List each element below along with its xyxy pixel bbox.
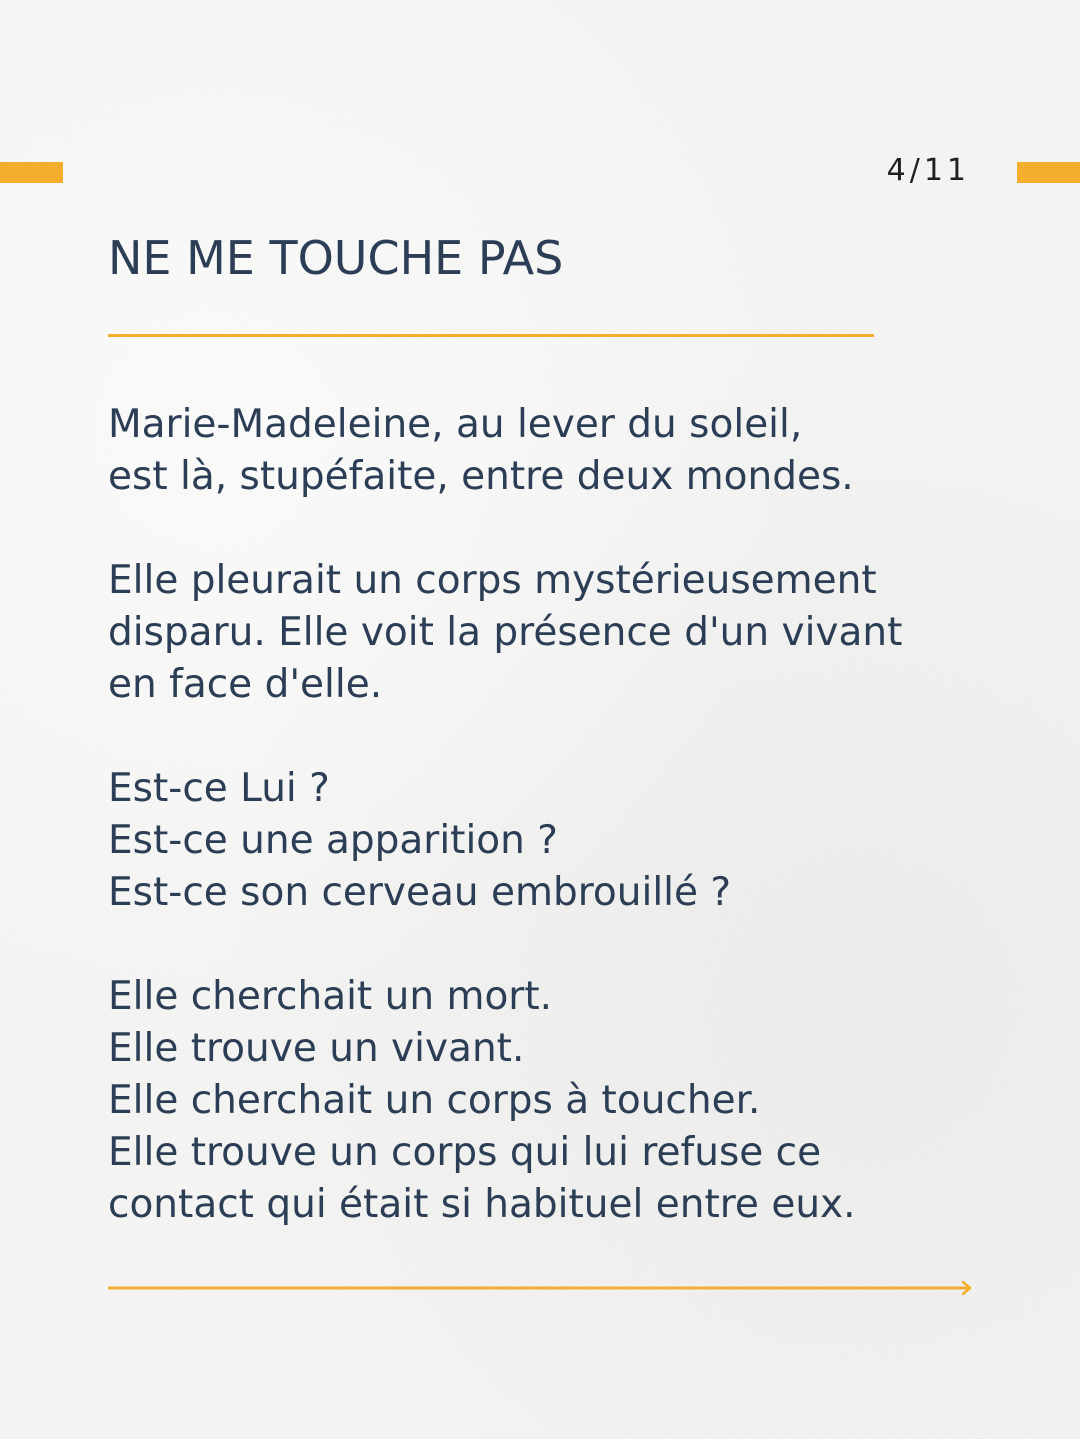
- poem-body: [108, 399, 988, 1231]
- poem-line: Elle trouve un corps qui lui refuse ce: [108, 1130, 822, 1175]
- poem-line: en face d'elle.: [108, 662, 383, 707]
- title-divider: [108, 334, 874, 337]
- poem-line: contact qui était si habituel entre eux.: [108, 1182, 856, 1227]
- poem-line: Elle trouve un vivant.: [108, 1026, 525, 1071]
- poem-line: Elle cherchait un corps à toucher.: [108, 1078, 761, 1123]
- stanza: [108, 763, 988, 919]
- stanza: [108, 399, 988, 503]
- left-accent-bar: [0, 162, 63, 183]
- poem-line: Est-ce Lui ?: [108, 766, 330, 811]
- poem-line: est là, stupéfaite, entre deux mondes.: [108, 454, 854, 499]
- poem-line: Est-ce son cerveau embrouillé ?: [108, 870, 732, 915]
- poem-line: disparu. Elle voit la présence d'un vivant: [108, 610, 903, 655]
- page-counter: 4/11: [886, 153, 970, 188]
- arrow-right-icon[interactable]: [108, 1277, 974, 1299]
- page-title: NE ME TOUCHE PAS: [108, 231, 564, 285]
- poem-line: Elle cherchait un mort.: [108, 974, 553, 1019]
- poem-line: Marie-Madeleine, au lever du soleil,: [108, 402, 803, 447]
- stanza: [108, 971, 988, 1231]
- right-accent-bar: [1017, 162, 1080, 183]
- poem-line: Elle pleurait un corps mystérieusement: [108, 558, 877, 603]
- poem-line: Est-ce une apparition ?: [108, 818, 558, 863]
- stanza: [108, 555, 988, 711]
